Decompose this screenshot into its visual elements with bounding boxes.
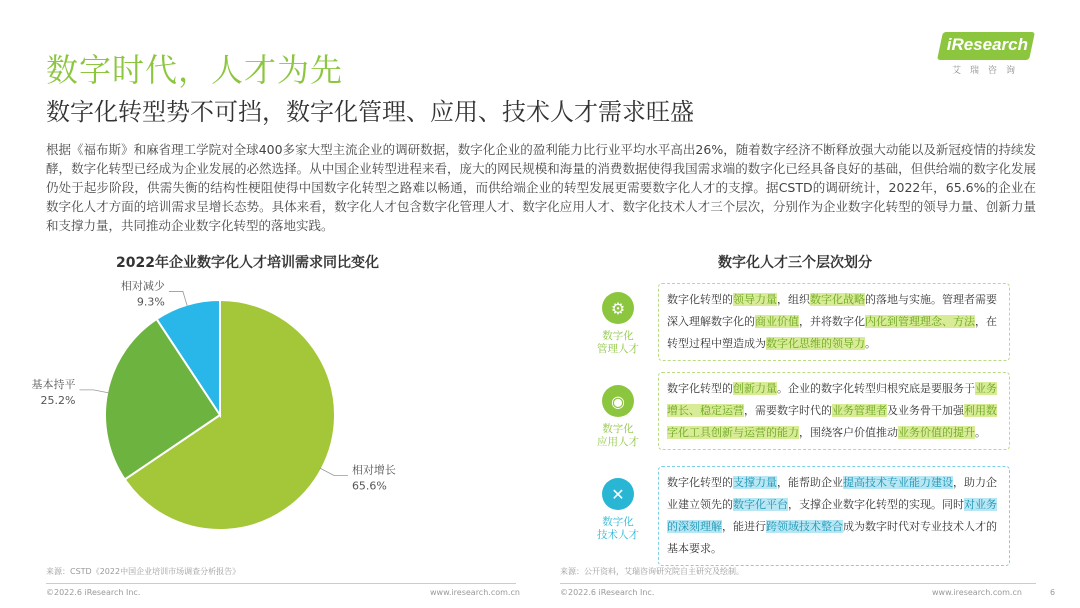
pie-leader-line-0 bbox=[320, 468, 348, 476]
right-website: www.iresearch.com.cn bbox=[932, 588, 1022, 597]
pie-value-label-1: 25.2% bbox=[40, 393, 76, 407]
application-description: 数字化转型的创新力量。企业的数字化转型归根究底是要服务于业务增长、稳定运营，需要数字时代的业务管理者及业务骨干加强利用数字化工具创新与运营的能力，围绕客户价值推动业务价值的提升。 bbox=[658, 372, 1010, 450]
iresearch-logo bbox=[936, 32, 1036, 78]
tier-management bbox=[578, 292, 658, 356]
application-icon: ◉ bbox=[602, 385, 634, 417]
pie-chart bbox=[30, 279, 480, 560]
left-footer-divider bbox=[46, 583, 516, 584]
management-description: 数字化转型的领导力量，组织数字化战略的落地与实施。管理者需要深入理解数字化的商业价值，并将数字化内化到管理理念、方法，在转型过程中塑造成为数字化思维的领导力。 bbox=[658, 283, 1010, 361]
page-number: 6 bbox=[1050, 588, 1056, 597]
logo-text: iResearch bbox=[946, 35, 1028, 54]
pie-value-label-0: 65.6% bbox=[351, 479, 387, 493]
pie-label-1: 基本持平 bbox=[31, 377, 76, 391]
left-copyright: ©2022.6 iResearch Inc. bbox=[46, 588, 141, 597]
tier-management-label: 数字化 管理人才 bbox=[597, 330, 639, 355]
pie-leader-line-1 bbox=[79, 390, 109, 393]
page-title: 数字时代，人才为先 bbox=[46, 51, 344, 89]
intro-paragraph: 根据《福布斯》和麻省理工学院对全球400多家大型主流企业的调研数据，数字化企业的盈利能力比行业平均水平高出26%，随着数字经济不断释放强大动能以及新冠疫情的持续发酵，数字化转型已经成为企业发展的必然选择。从中国企业转型进程来看，庞大的网民规模和海量的消费数据使得我国需求端的数字化已经具备良好的基础，但供给端的数字化发展仍处于起步阶段，供需失衡的结构性梗阻使得中国数字化转型之路难以畅通，而供给端企业的转型发展更需要数字化人才的支撑。据CSTD的调研统计，2022年，65.6%的企业在数字化人才方面的培训需求呈增长态势。具体来看，数字化人才包含数字化管理人才、数字化应用人才、数字化技术人才三个层次，分别作为企业数字化转型的领导力量、创新力量和支撑力量，共同推动企业数字化转型的落地实践。 bbox=[46, 142, 1036, 233]
pie-value-label-2: 9.3% bbox=[136, 295, 165, 309]
tier-technology bbox=[578, 478, 658, 542]
technology-icon: ✕ bbox=[602, 478, 634, 510]
left-website: www.iresearch.com.cn bbox=[430, 588, 520, 597]
page-subtitle: 数字化转型势不可挡，数字化管理、应用、技术人才需求旺盛 bbox=[46, 98, 694, 126]
pie-label-2: 相对减少 bbox=[120, 279, 165, 293]
tier-technology-label: 数字化 技术人才 bbox=[597, 516, 639, 541]
technology-description: 数字化转型的支撑力量，能帮助企业提高技术专业能力建设，助力企业建立领先的数字化平台，支撑企业数字化转型的实现。同时对业务的深刻理解，能进行跨领域技术整合成为数字时代对专业技术人才的基本要求。 bbox=[658, 466, 1010, 566]
pie-label-0: 相对增长 bbox=[351, 463, 396, 477]
right-source: 来源：公开资料，艾瑞咨询研究院自主研究及绘制。 bbox=[560, 567, 744, 576]
right-footer-divider bbox=[560, 583, 1036, 584]
chart-title: 2022年企业数字化人才培训需求同比变化 bbox=[116, 255, 379, 271]
left-source: 来源：CSTD《2022中国企业培训市场调查分析报告》 bbox=[46, 567, 241, 576]
tier-application-label: 数字化 应用人才 bbox=[597, 423, 639, 448]
pie-slices bbox=[105, 300, 335, 530]
tier-application bbox=[578, 385, 658, 449]
right-copyright: ©2022.6 iResearch Inc. bbox=[560, 588, 655, 597]
management-icon: ⚙ bbox=[602, 292, 634, 324]
logo-subtext: 艾瑞咨询 bbox=[951, 66, 1024, 76]
tiers-title: 数字化人才三个层次划分 bbox=[718, 255, 872, 271]
